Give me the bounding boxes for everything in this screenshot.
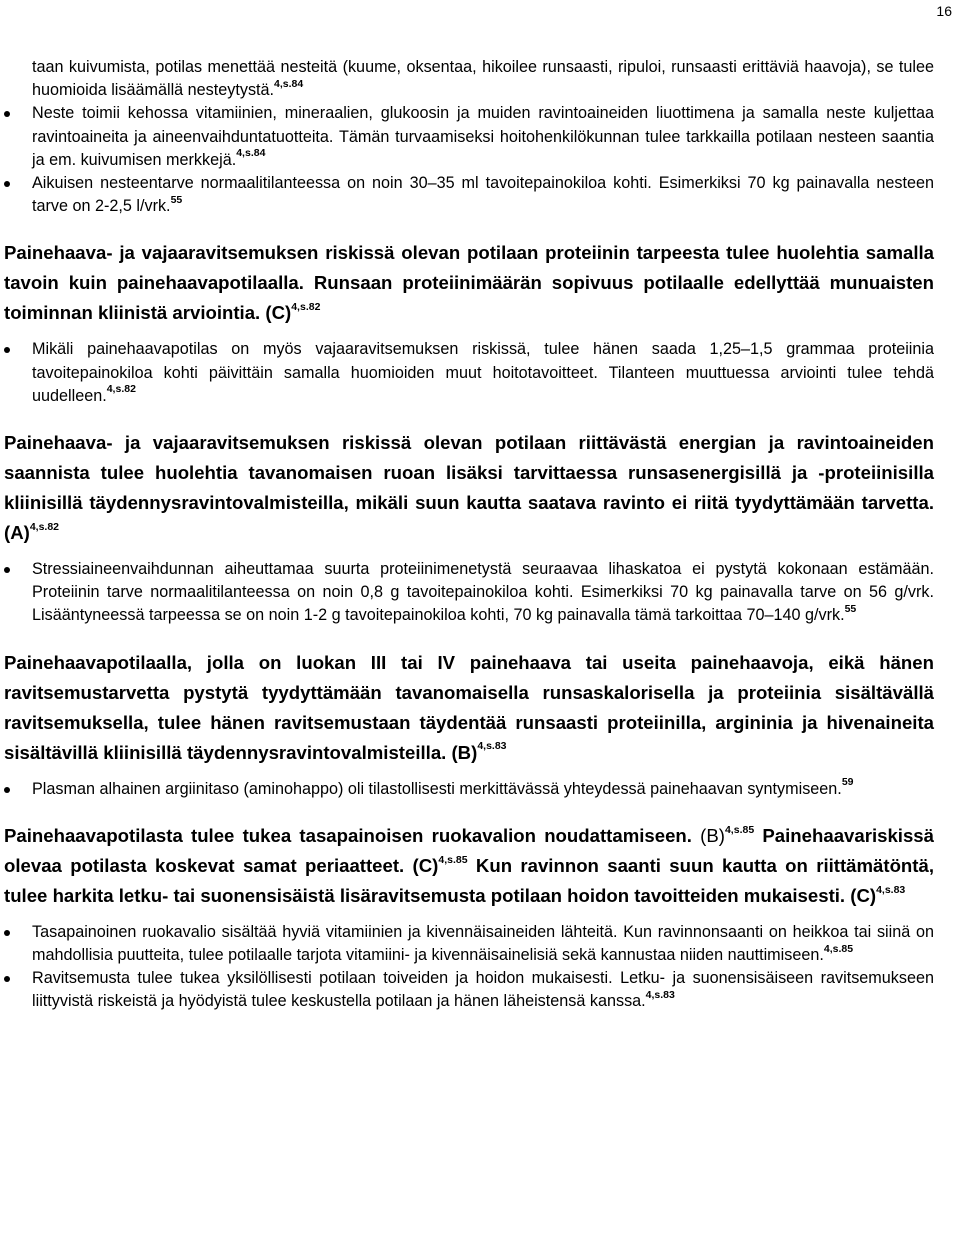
list-item [4,338,934,408]
heading-text: Painehaavariskissä olevaa potilasta koskevat samat periaatteet. (C) [4,824,934,876]
heading-grade: (B) [691,824,725,846]
heading-text: Kun ravinnon saanti suun kautta on riittämätöntä, tulee harkita letku- tai suonensisäistä lisäravitsemusta potilaan hoidon tavoitteiden mukaisesti. (C) [4,854,934,906]
bullet-list [4,921,934,1014]
recommendation-heading [4,238,934,328]
list-item [4,558,934,628]
heading-text: Painehaava- ja vajaaravitsemuksen riskissä olevan potilaan riittävästä energian ja ravintoaineiden saannista tulee huolehtia tavanomaisen ruoan lisäksi tarvittaessa runsasenergisillä ja -proteiinisilla kliinisillä täydennysravintovalmisteilla, mikäli suun kautta saatava ravinto ei riitä tyydyttämään tarvetta. (A) [4,432,934,544]
list-item-text: Mikäli painehaavapotilas on myös vajaaravitsemuksen riskissä, tulee hänen saada 1,25–1,5 grammaa proteiinia tavoitepainokiloa kohti päivittäin samalla huomioiden muut hoitotavoitteet. Tilanteen muuttuessa arviointi tulee tehdä uudelleen. [32,340,934,405]
reference: 59 [841,776,854,789]
reference: 4,s.83 [876,883,906,896]
reference: 4,s.84 [274,77,304,90]
list-item-text: taan kuivumista, potilas menettää nesteitä (kuume, oksentaa, hikoilee runsaasti, ripuloi, runsaasti erittäviä haavoja), se tulee huomioida lisäämällä nesteytystä. [32,58,934,100]
list-item-text: Plasman alhainen argiinitaso (aminohappo) oli tilastollisesti merkittävässä yhteydessä painehaavan syntymiseen. [32,779,842,798]
list-item [4,172,934,218]
reference: 4,s.84 [236,147,266,160]
reference: 4,s.83 [477,740,507,753]
list-item [4,102,934,172]
list-item [4,921,934,967]
heading-text: Painehaavapotilasta tulee tukea tasapainoisen ruokavalion noudattamiseen. [4,824,692,846]
heading-text: Painehaava- ja vajaaravitsemuksen riskissä olevan potilaan proteiinin tarpeesta tulee huolehtia samalla tavoin kuin painehaavapotilaalla. Runsaan proteiinimäärän sopivuus potilaalle edellyttää munuaisten toiminnan kliinistä arviointia. (C) [4,242,934,324]
list-item-text: Aikuisen nesteentarve normaalitilanteessa on noin 30–35 ml tavoitepainokiloa kohti. Esimerkiksi 70 kg painavalla nesteen tarve on 2-2,5 l/vrk. [32,174,934,216]
list-item [4,967,934,1013]
recommendation-heading [4,648,934,768]
reference: 4,s.82 [106,383,136,396]
list-item-text: Stressiaineenvaihdunnan aiheuttamaa suurta proteiinimenetystä seuraavaa lihaskatoa ei pystytä kokonaan estämään. Proteiinin tarve normaalitilanteessa on noin 0,8 g tavoitepainokiloa kohti. Esimerkiksi 70 kg painavalla tarve on 56 g/vrk. Lisääntyneessä tarpeessa se on noin 1-2 g tavoitepainokiloa kohti, 70 kg painavalla tämä tarkoittaa 70–140 g/vrk. [32,560,934,625]
list-item-text: Ravitsemusta tulee tukea yksilöllisesti potilaan toiveiden ja hoidon mukaisesti. Letku- ja suonensisäiseen ravitsemukseen liittyvistä riskeistä ja hyödyistä tulee keskustella potilaan ja hänen läheistensä kanssa. [32,969,934,1011]
bullet-list [4,778,934,801]
recommendation-heading [4,428,934,548]
bullet-list [4,558,934,628]
list-item-text: Tasapainoinen ruokavalio sisältää hyviä vitamiinien ja kivennäisaineiden lähteitä. Kun ravinnonsaanti on heikkoa tai siinä on mahdollisia puutteita, tulee potilaalle tarjota vitamiini- ja kivennäisainelisiä sekä kannustaa niiden nauttimiseen. [32,922,934,965]
reference: 55 [844,603,857,616]
reference: 4,s.82 [29,520,60,533]
reference: 4,s.82 [291,301,321,314]
list-item-continuation [4,56,934,102]
bullet-list [4,338,934,408]
recommendation-heading [4,821,934,911]
reference: 4,s.83 [645,989,675,1002]
reference: 55 [170,193,183,206]
reference: 4,s.85 [438,853,468,866]
list-item [4,778,934,801]
document-body [4,56,934,1014]
bullet-list [4,56,934,218]
reference: 4,s.85 [823,942,854,955]
heading-text: Painehaavapotilaalla, jolla on luokan III tai IV painehaava tai useita painehaavoja, eikä hänen ravitsemustarvetta pystytä tyydyttämään tavanomaisella runsaskalorisella ja proteiinia sisältävällä ravitsemuksella, tulee hänen ravitsemustaan täydentää runsaasti proteiinilla, argininia ja hivenaineita sisältävillä kliinisillä täydennysravintovalmisteilla. (B) [4,651,934,763]
page-number: 16 [936,3,952,19]
reference: 4,s.85 [724,823,755,836]
list-item-text: Neste toimii kehossa vitamiinien, mineraalien, glukoosin ja muiden ravintoaineiden liuottimena ja samalla neste kuljettaa ravintoaineita ja aineenvaihduntatuotteita. Tämän turvaamiseksi hoitohenkilökunnan tulee tarkkailla potilaan nesteen saantia ja em. kuivumisen merkkejä. [32,104,934,169]
